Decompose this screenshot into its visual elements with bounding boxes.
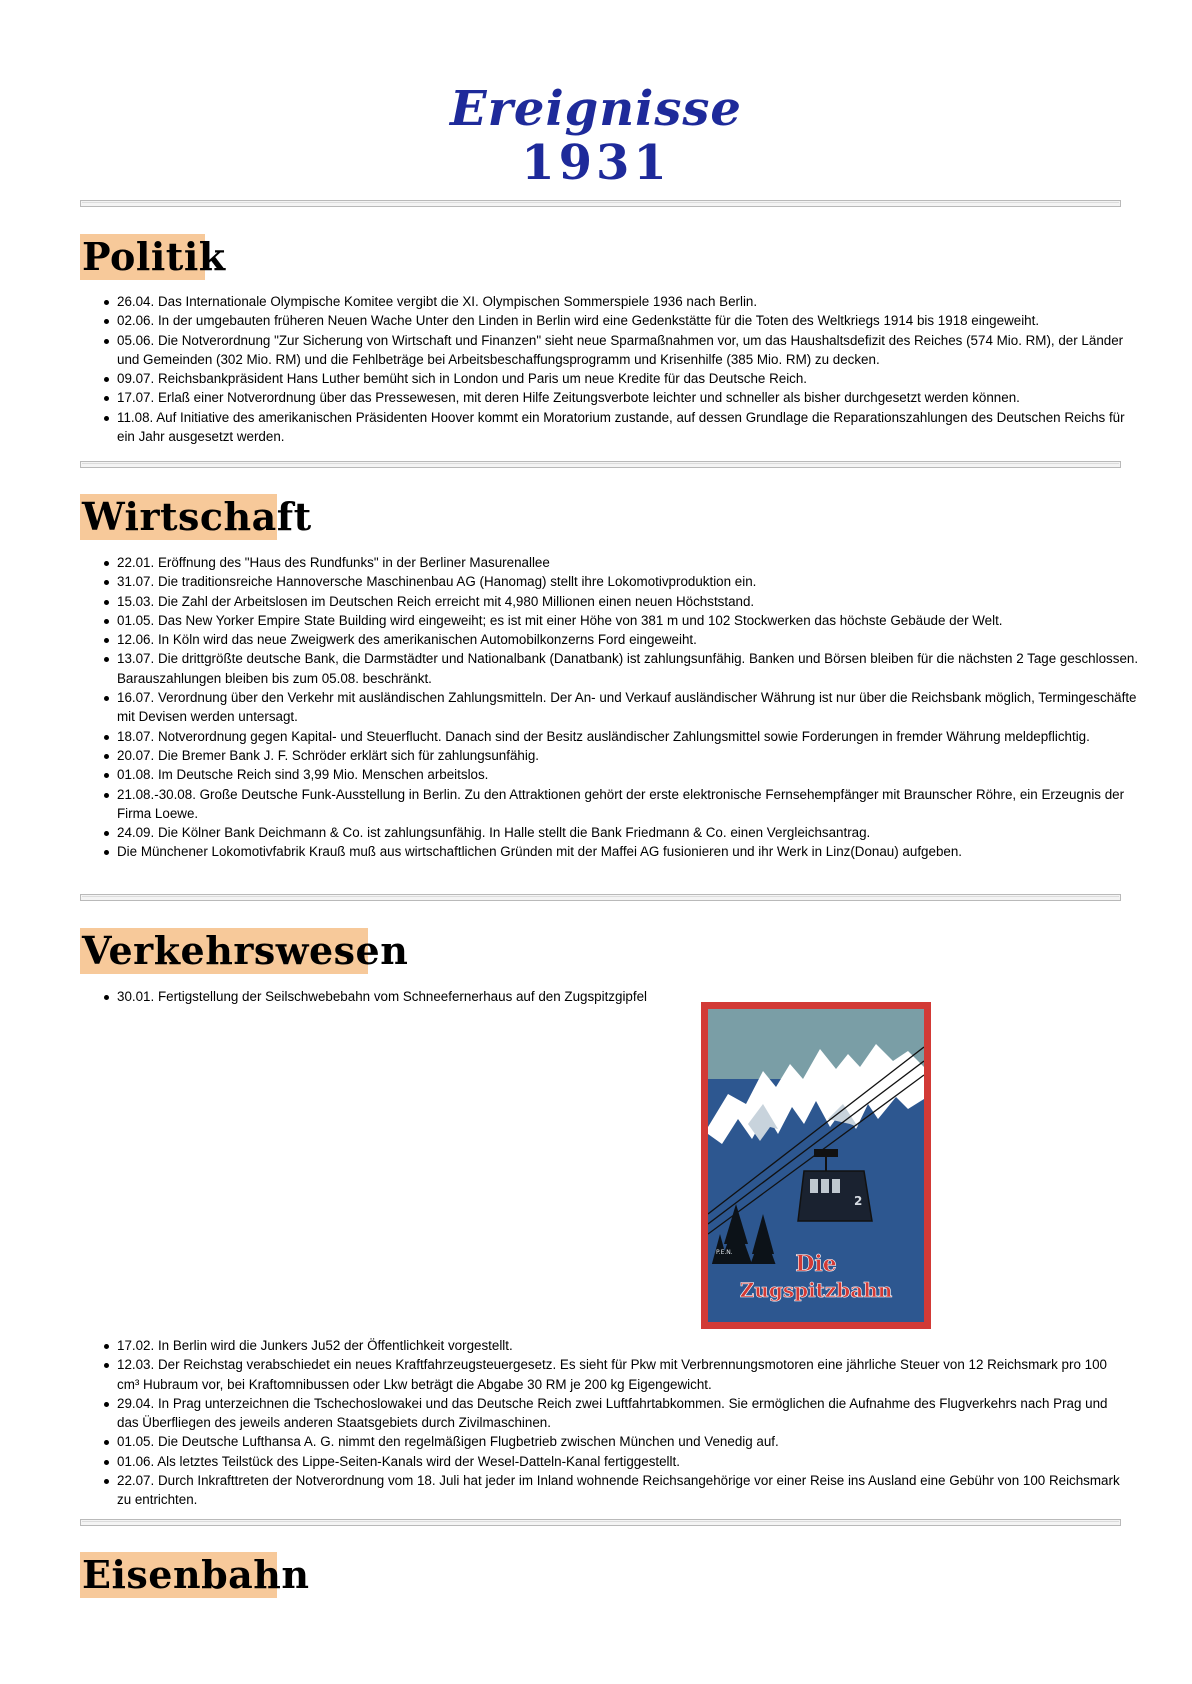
page-title-line1: Ereignisse [450, 81, 742, 137]
list-item: 26.04. Das Internationale Olympische Komitee vergibt die XI. Olympischen Sommerspiele 1936 nach Berlin. [80, 292, 1130, 311]
list-item: 17.02. In Berlin wird die Junkers Ju52 der Öffentlichkeit vorgestellt. [80, 1336, 1125, 1355]
list-item: 11.08. Auf Initiative des amerikanischen Präsidenten Hoover kommt ein Moratorium zustande, auf dessen Grundlage die Reparationszahlungen des Deutschen Reichs für ein Jahr ausgesetzt werden. [80, 408, 1130, 447]
list-item: 18.07. Notverordnung gegen Kapital- und Steuerflucht. Danach sind der Besitz ausländischer Zahlungsmittel sowie Forderungen in fremder Währung meldepflichtig. [80, 727, 1140, 746]
poster-title-line2: Zugspitzbahn [739, 1278, 893, 1302]
section-divider [80, 1519, 1121, 1526]
section-heading-eisenbahn: Eisenbahn [82, 1552, 310, 1597]
list-item: 30.01. Fertigstellung der Seilschwebebahn vom Schneefernerhaus auf den Zugspitzgipfel [80, 987, 780, 1006]
list-item: 02.06. In der umgebauten früheren Neuen Wache Unter den Linden in Berlin wird eine Gedenkstätte für die Toten des Weltkriegs 1914 bis 1918 eingeweiht. [80, 311, 1130, 330]
list-item: 29.04. In Prag unterzeichnen die Tschechoslowakei und das Deutsche Reich zwei Luftfahrtabkommen. Sie ermöglichen die Aufnahme des Flugverkehrs nach Prag und das Überfliegen des jeweils anderen Staatsgebiets durch Zivilmaschinen. [80, 1394, 1125, 1433]
verkehrswesen-first-list [80, 987, 780, 1006]
list-item: Die Münchener Lokomotivfabrik Krauß muß aus wirtschaftlichen Gründen mit der Maffei AG fusionieren und ihr Werk in Linz(Donau) aufgeben. [80, 842, 1140, 861]
list-item: 12.06. In Köln wird das neue Zweigwerk des amerikanischen Automobilkonzerns Ford eingeweiht. [80, 630, 1140, 649]
politik-list [80, 292, 1130, 446]
section-heading-wirtschaft: Wirtschaft [82, 494, 312, 539]
list-item: 01.08. Im Deutsche Reich sind 3,99 Mio. Menschen arbeitslos. [80, 765, 1140, 784]
page-title-year: 1931 [521, 135, 671, 191]
zugspitzbahn-poster [701, 1002, 931, 1329]
list-item: 31.07. Die traditionsreiche Hannoversche Maschinenbau AG (Hanomag) stellt ihre Lokomotivproduktion ein. [80, 572, 1140, 591]
list-item: 13.07. Die drittgrößte deutsche Bank, die Darmstädter und Nationalbank (Danatbank) ist zahlungsunfähig. Banken und Börsen bleiben für die nächsten 2 Tage geschlossen. Barauszahlungen bleiben bis zum 05.08. beschränkt. [80, 649, 1140, 688]
car-number: 2 [854, 1194, 863, 1208]
list-item: 01.05. Die Deutsche Lufthansa A. G. nimmt den regelmäßigen Flugbetrieb zwischen München und Venedig auf. [80, 1432, 1125, 1451]
section-divider [80, 894, 1121, 901]
list-item: 22.07. Durch Inkrafttreten der Notverordnung vom 18. Juli hat jeder im Inland wohnende Reichsangehörige vor einer Reise ins Ausland eine Gebühr von 100 Reichsmark zu entrichten. [80, 1471, 1125, 1510]
list-item: 01.06. Als letztes Teilstück des Lippe-Seiten-Kanals wird der Wesel-Datteln-Kanal fertiggestellt. [80, 1452, 1125, 1471]
wirtschaft-list [80, 553, 1140, 862]
list-item: 22.01. Eröffnung des "Haus des Rundfunks" in der Berliner Masurenallee [80, 553, 1140, 572]
section-heading-politik: Politik [82, 234, 226, 279]
list-item: 24.09. Die Kölner Bank Deichmann & Co. ist zahlungsunfähig. In Halle stellt die Bank Friedmann & Co. einen Vergleichsantrag. [80, 823, 1140, 842]
section-divider [80, 200, 1121, 207]
page-title [0, 82, 1192, 190]
list-item: 05.06. Die Notverordnung "Zur Sicherung von Wirtschaft und Finanzen" sieht neue Sparmaßnahmen vor, um das Haushaltsdefizit des Reiches (574 Mio. RM), der Länder und Gemeinden (302 Mio. RM) und die Fehlbeträge bei Arbeitsbeschaffungsprogramm und Krisenhilfe (385 Mio. RM) zu decken. [80, 331, 1130, 370]
section-divider [80, 461, 1121, 468]
poster-title-line1: Die [795, 1251, 837, 1277]
verkehrswesen-list [80, 1336, 1125, 1510]
list-item: 17.07. Erlaß einer Notverordnung über das Pressewesen, mit deren Hilfe Zeitungsverbote leichter und schneller als bisher durchgesetzt werden können. [80, 388, 1130, 407]
list-item: 01.05. Das New Yorker Empire State Building wird eingeweiht; es ist mit einer Höhe von 381 m und 102 Stockwerken das höchste Gebäude der Welt. [80, 611, 1140, 630]
list-item: 15.03. Die Zahl der Arbeitslosen im Deutschen Reich erreicht mit 4,980 Millionen einen neuen Höchststand. [80, 592, 1140, 611]
list-item: 09.07. Reichsbankpräsident Hans Luther bemüht sich in London und Paris um neue Kredite für das Deutsche Reich. [80, 369, 1130, 388]
poster-artwork [708, 1009, 924, 1322]
section-heading-verkehrswesen: Verkehrswesen [82, 928, 409, 973]
artist-signature: P.E.N. [716, 1249, 733, 1256]
list-item: 12.03. Der Reichstag verabschiedet ein neues Kraftfahrzeugsteuergesetz. Es sieht für Pkw mit Verbrennungsmotoren eine jährliche Steuer von 12 Reichsmark pro 100 cm³ Hubraum vor, bei Kraftomnibussen oder Lkw beträgt die Abgabe 30 RM je 200 kg Eigengewicht. [80, 1355, 1125, 1394]
list-item: 20.07. Die Bremer Bank J. F. Schröder erklärt sich für zahlungsunfähig. [80, 746, 1140, 765]
list-item: 21.08.-30.08. Große Deutsche Funk-Ausstellung in Berlin. Zu den Attraktionen gehört der erste elektronische Fernsehempfänger mit Braunscher Röhre, ein Erzeugnis der Firma Loewe. [80, 785, 1140, 824]
list-item: 16.07. Verordnung über den Verkehr mit ausländischen Zahlungsmitteln. Der An- und Verkauf ausländischer Währung ist nur über die Reichsbank möglich, Termingeschäfte mit Devisen werden untersagt. [80, 688, 1140, 727]
